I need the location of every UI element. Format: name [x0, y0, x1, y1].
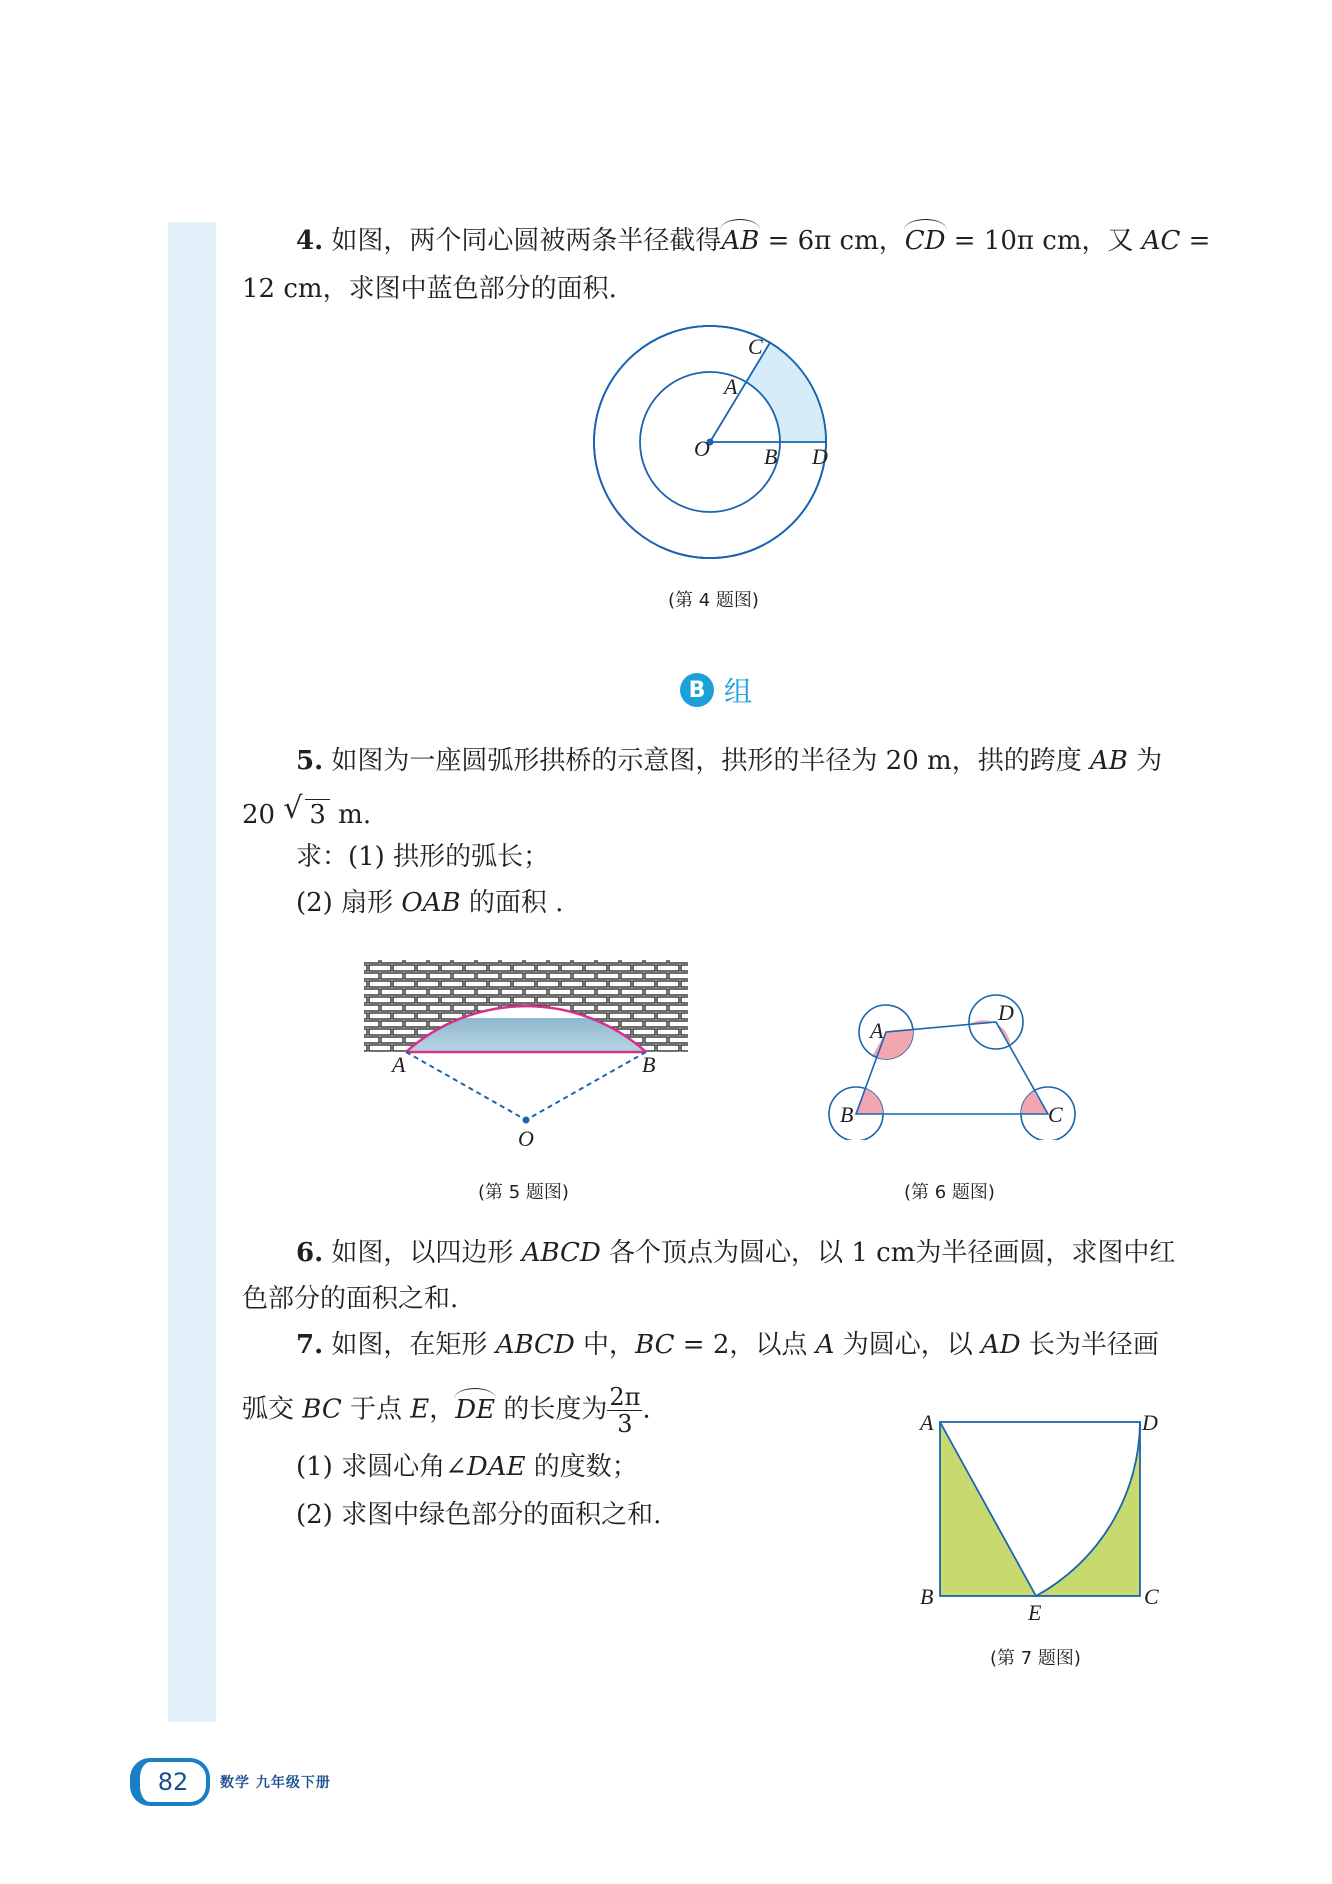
q7-figure	[912, 1408, 1164, 1624]
q7-label-d: D	[1142, 1410, 1158, 1435]
q6-text1: 如图，以四边形	[331, 1238, 522, 1268]
q7-line2-end: .	[642, 1394, 651, 1425]
q7-caption: (第 7 题图)	[990, 1648, 1081, 1669]
q5-center-point	[523, 1117, 530, 1124]
q7-line2	[242, 1384, 651, 1437]
q5-radius-oa	[406, 1052, 526, 1120]
q5-sqrt: √ 3	[283, 798, 330, 832]
q7-abcd: ABCD	[495, 1330, 575, 1360]
q4-label-o: O	[694, 436, 710, 461]
q6-text2: 各个顶点为圆心，以 1 cm为半径画圆，求图中红	[600, 1238, 1176, 1268]
q7-ad: AD	[980, 1330, 1021, 1360]
q7-a: A	[815, 1330, 835, 1360]
q5-label-b: B	[642, 1052, 656, 1077]
q7-sub1-dae: DAE	[466, 1452, 526, 1482]
q7-text2: 中，	[574, 1330, 636, 1360]
q7-text4: 为圆心，以	[834, 1330, 981, 1360]
q5-sub2-oab: OAB	[401, 888, 461, 918]
q7-arc-de: DE	[455, 1394, 496, 1425]
q6-label-a: A	[870, 1018, 884, 1043]
q4-label-c: C	[748, 334, 763, 359]
q7-sub1	[296, 1450, 638, 1484]
q7-line2-bc: BC	[302, 1394, 342, 1425]
q4-text3: = 10π cm，又	[945, 226, 1142, 256]
q5-sub2-post: 的面积 .	[460, 888, 564, 918]
q5-line2-post: m.	[329, 800, 372, 830]
q5-ab: AB	[1089, 746, 1128, 776]
q7-text3: = 2，以点	[674, 1330, 816, 1360]
q7-line2-mid: 于点	[341, 1394, 411, 1425]
q7-label-e: E	[1028, 1600, 1042, 1624]
q6-number: 6.	[296, 1238, 324, 1268]
q5-bridge-figure	[356, 956, 696, 1156]
q5-sub2	[296, 886, 563, 920]
q6-label-b: B	[840, 1102, 854, 1127]
q4-line1	[296, 224, 1210, 258]
q5-number: 5.	[296, 746, 324, 776]
q7-sub1-pre: (1) 求圆心角∠	[296, 1452, 467, 1482]
q5-line1	[296, 744, 1162, 778]
q6-label-d: D	[998, 1000, 1014, 1025]
q7-frac-den: 3	[617, 1410, 633, 1438]
q4-label-b: B	[764, 444, 778, 469]
q7-green-region	[1036, 1422, 1140, 1596]
q7-line2-e: E	[410, 1394, 430, 1425]
q4-ac: AC	[1141, 226, 1181, 256]
q7-sub2: (2) 求图中绿色部分的面积之和.	[296, 1500, 662, 1530]
q7-text1: 如图，在矩形	[331, 1330, 496, 1360]
q6-figure	[826, 990, 1080, 1140]
group-b-badge: B	[680, 673, 714, 707]
q5-label-o: O	[518, 1126, 534, 1151]
q7-label-c: C	[1144, 1584, 1159, 1609]
book-title: 数学 九年级下册	[220, 1775, 331, 1791]
q5-line2-pre: 20	[242, 800, 284, 830]
q4-figure	[590, 318, 830, 568]
q7-line2-comma: ，	[429, 1394, 456, 1425]
page-number: 82	[130, 1758, 210, 1806]
q5-line2	[242, 791, 372, 832]
q6-sector-c	[1021, 1091, 1048, 1114]
q7-line2-text: 的长度为	[495, 1394, 608, 1425]
q6-abcd: ABCD	[521, 1238, 601, 1268]
group-b-text: 组	[724, 675, 753, 708]
q5-label-a: A	[392, 1052, 406, 1077]
q4-arc-cd: CD	[904, 226, 946, 256]
q4-number: 4.	[296, 226, 324, 256]
q4-text2: = 6π cm，	[759, 226, 905, 256]
q5-text1: 如图为一座圆弧形拱桥的示意图，拱形的半径为 20 m，拱的跨度	[331, 746, 1090, 776]
q7-frac-num: 2π	[609, 1383, 641, 1411]
q6-label-c: C	[1048, 1102, 1063, 1127]
q7-text5: 长为半径画	[1020, 1330, 1159, 1360]
q7-label-a: A	[920, 1410, 934, 1435]
q6-line2: 色部分的面积之和.	[242, 1284, 459, 1314]
q5-radius-ob	[526, 1052, 646, 1120]
q5-caption: (第 5 题图)	[478, 1182, 569, 1203]
q4-text1: 如图，两个同心圆被两条半径截得	[331, 226, 722, 256]
q4-line2: 12 cm，求图中蓝色部分的面积.	[242, 274, 617, 304]
q7-number: 7.	[296, 1330, 324, 1360]
left-sidebar-strip	[168, 222, 216, 1722]
q5-sub1: 求：(1) 拱形的弧长；	[296, 842, 550, 872]
q7-fraction	[607, 1384, 642, 1437]
q5-sqrt-value: 3	[305, 799, 330, 830]
q5-text2: 为	[1127, 746, 1163, 776]
q6-line1	[296, 1236, 1175, 1270]
q6-caption: (第 6 题图)	[904, 1182, 995, 1203]
q4-arc-ab: AB	[721, 226, 760, 256]
q4-caption: (第 4 题图)	[668, 590, 759, 611]
group-b-heading	[680, 670, 752, 710]
q7-line1	[296, 1328, 1159, 1362]
q7-line2-pre: 弧交	[242, 1394, 303, 1425]
page-footer	[130, 1758, 331, 1806]
q7-label-b: B	[920, 1584, 934, 1609]
q5-sub2-pre: (2) 扇形	[296, 888, 402, 918]
q7-bc: BC	[635, 1330, 675, 1360]
q7-sub1-post: 的度数；	[525, 1452, 638, 1482]
q4-label-d: D	[812, 444, 828, 469]
q4-text4: =	[1180, 226, 1211, 256]
q4-label-a: A	[724, 374, 738, 399]
